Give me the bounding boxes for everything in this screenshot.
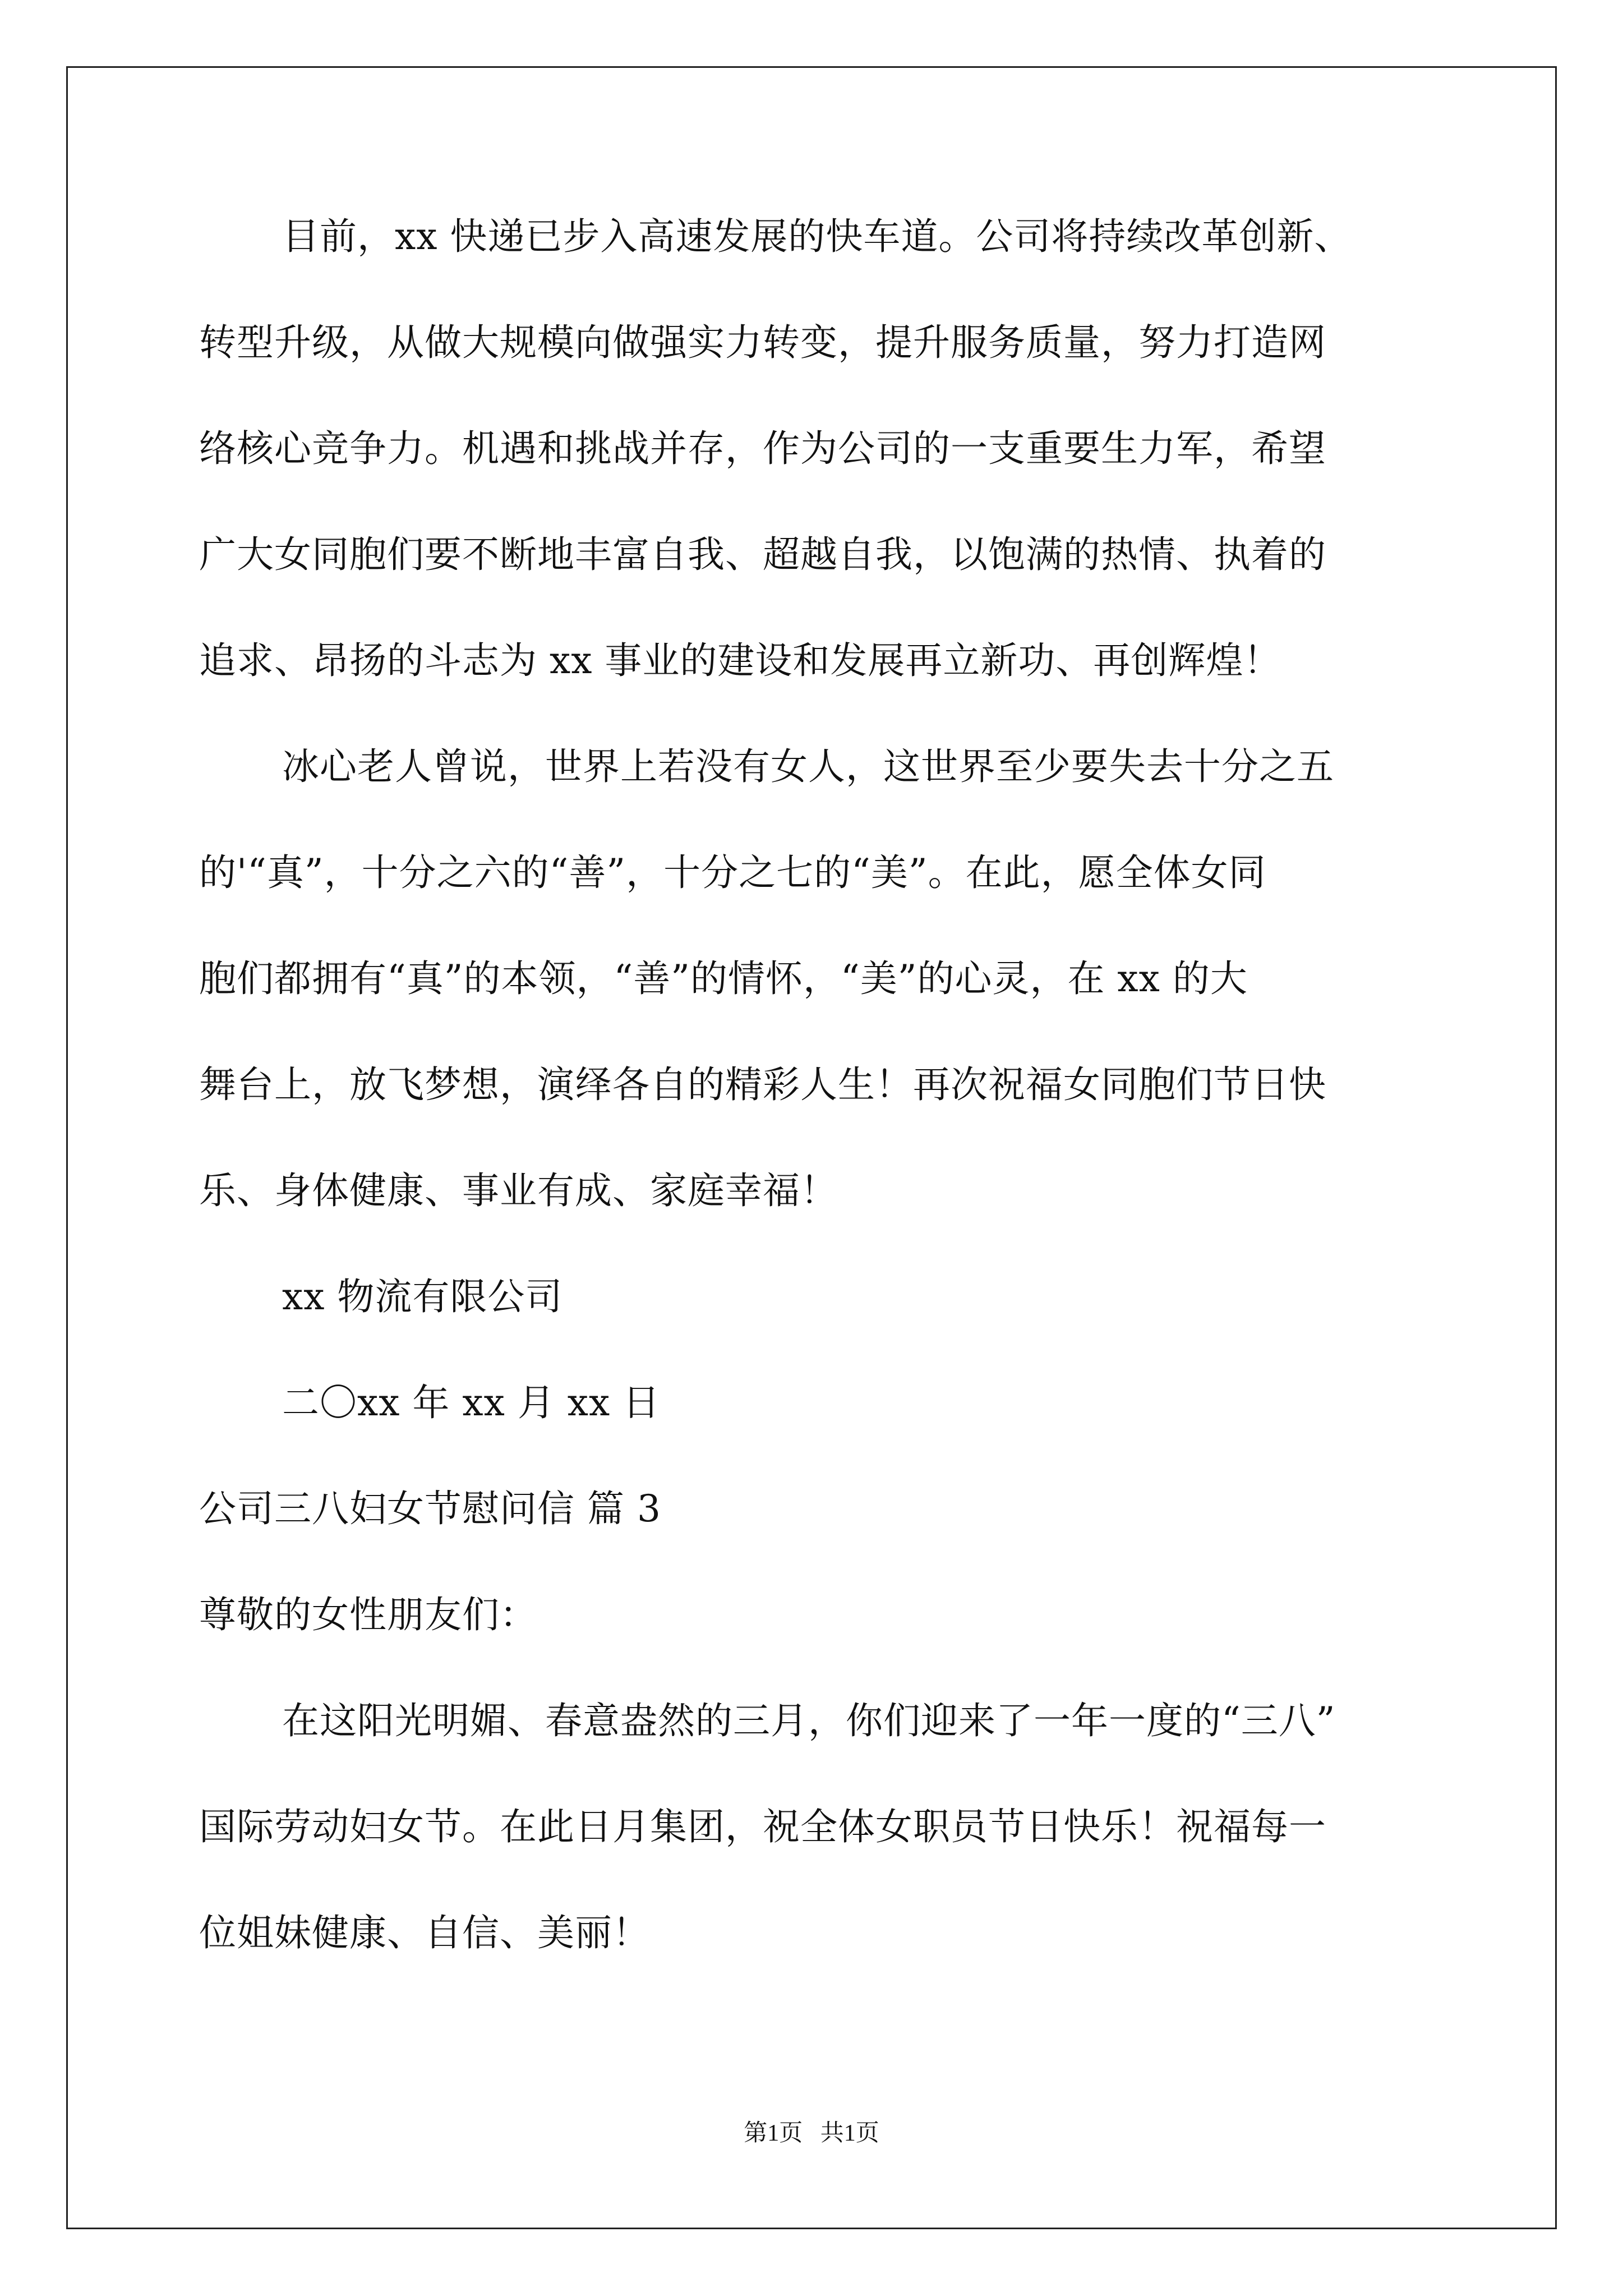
salutation: 尊敬的女性朋友们：: [199, 1593, 537, 1636]
section-title: 公司三八妇女节慰问信 篇 3: [199, 1487, 661, 1530]
paragraph-2-line-3: 胞们都拥有“真”的本领，“善”的情怀，“美”的心灵，在 xx 的大: [199, 957, 1248, 1000]
page-number-footer: 第1页 共1页: [744, 2120, 879, 2146]
paragraph-3-line-2: 国际劳动妇女节。在此日月集团，祝全体女职员节日快乐！祝福每一: [199, 1805, 1326, 1848]
page-border: [66, 66, 1557, 2229]
paragraph-1-line-1: 目前，xx 快递已步入高速发展的快车道。公司将持续改革创新、: [282, 215, 1352, 258]
paragraph-2-line-1: 冰心老人曾说，世界上若没有女人，这世界至少要失去十分之五: [282, 745, 1334, 788]
paragraph-1-line-5: 追求、昂扬的斗志为 xx 事业的建设和发展再立新功、再创辉煌！: [199, 639, 1281, 682]
paragraph-2-line-4: 舞台上，放飞梦想，演绎各自的精彩人生！再次祝福女同胞们节日快: [199, 1063, 1326, 1106]
paragraph-1-line-3: 络核心竞争力。机遇和挑战并存，作为公司的一支重要生力军，希望: [199, 427, 1326, 470]
paragraph-2-line-5: 乐、身体健康、事业有成、家庭幸福！: [199, 1169, 838, 1212]
signature-date: 二〇xx 年 xx 月 xx 日: [282, 1381, 661, 1424]
signature-company: xx 物流有限公司: [282, 1275, 563, 1318]
paragraph-1-line-4: 广大女同胞们要不断地丰富自我、超越自我，以饱满的热情、执着的: [199, 533, 1326, 576]
paragraph-3-line-3: 位姐妹健康、自信、美丽！: [199, 1911, 650, 1954]
paragraph-3-line-1: 在这阳光明媚、春意盎然的三月，你们迎来了一年一度的“三八”: [282, 1699, 1336, 1742]
paragraph-2-line-2: 的'“真”，十分之六的“善”，十分之七的“美”。在此，愿全体女同: [199, 851, 1266, 894]
paragraph-1-line-2: 转型升级，从做大规模向做强实力转变，提升服务质量，努力打造网: [199, 321, 1326, 364]
